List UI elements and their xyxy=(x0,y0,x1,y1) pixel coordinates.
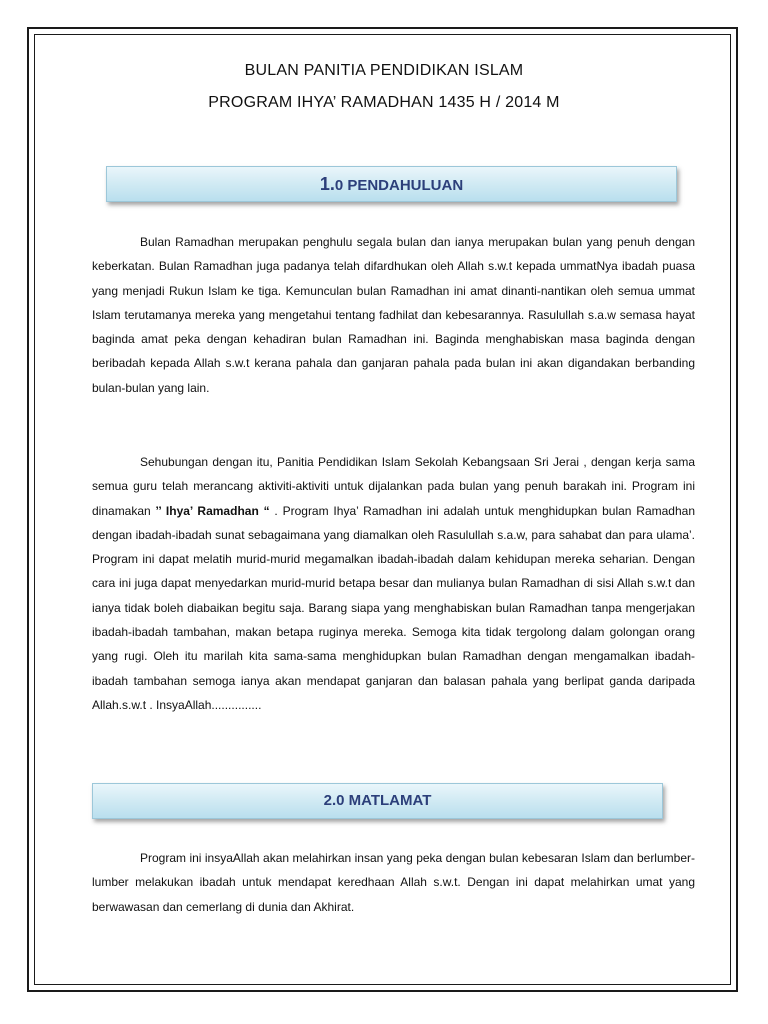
section-number: 1. xyxy=(319,174,335,194)
paragraph-text: Program ini insyaAllah akan melahirkan insan yang peka dengan bulan kebesaran Islam dan berlumber-lumber melakukan ibadah untuk mendapat keredhaan Allah s.w.t. Dengan ini dapat melahirkan umat yang berwawasan dan cemerlang di dunia dan Akhirat. xyxy=(92,851,695,914)
paragraph-text: Sehubungan dengan itu, Panitia Pendidikan Islam Sekolah Kebangsaan Sri Jerai , dengan kerja sama semua guru telah merancang aktiviti-aktiviti untuk dijalankan pada bulan yang penuh barakah ini. Program ini dinamakan xyxy=(92,455,695,518)
program-name: ’’ Ihya’ Ramadhan “ xyxy=(155,503,270,518)
paragraph-objective xyxy=(92,846,695,919)
section-title: 0 PENDAHULUAN xyxy=(334,177,464,194)
section-title: 2.0 MATLAMAT xyxy=(323,792,432,809)
document-title: BULAN PANITIA PENDIDIKAN ISLAM xyxy=(244,62,524,79)
section-heading-pendahuluan xyxy=(106,166,677,202)
section-heading-matlamat xyxy=(92,783,663,819)
program-title: PROGRAM IHYA’ RAMADHAN 1435 H / 2014 M xyxy=(208,94,560,111)
paragraph-program xyxy=(92,450,695,717)
paragraph-introduction xyxy=(92,230,695,400)
paragraph-text: . Program Ihya’ Ramadhan ini adalah untuk menghidupkan bulan Ramadhan dengan ibadah-ibadah sunat sebagaimana yang diamalkan oleh Rasulullah s.a.w, para sahabat dan para ulama’. Program ini dapat melatih murid-murid megamalkan ibadah-ibadah dalam kehidupan mereka seharian. Dengan cara ini juga dapat menyedarkan murid-murid betapa besar dan mulianya bulan Ramadhan di sisi Allah s.w.t dan ianya tidak boleh diabaikan begitu saja. Barang siapa yang menghabiskan bulan Ramadhan tanpa mengerjakan ibadah-ibadah tambahan, makan betapa ruginya mereka. Semoga kita tidak tergolong dalam golongan orang yang rugi. Oleh itu marilah kita sama-sama menghidupkan bulan Ramadhan dengan mengamalkan ibadah-ibadah tambahan semoga ianya akan mendapat ganjaran dan balasan pahala yang berlipat ganda daripada Allah.s.w.t . InsyaAllah............... xyxy=(92,503,696,712)
paragraph-text: Bulan Ramadhan merupakan penghulu segala bulan dan ianya merupakan bulan yang penuh dengan keberkatan. Bulan Ramadhan juga padanya telah difardhukan oleh Allah s.w.t kepada ummatNya ibadah puasa yang menjadi Rukun Islam ke tiga. Kemunculan bulan Ramadhan ini amat dinanti-nantikan oleh semua ummat Islam terutamanya mereka yang mengetahui tentang fadhilat dan kebesarannya. Rasulullah s.a.w semasa hayat baginda amat peka dengan kehadiran bulan Ramadhan ini. Baginda menghabiskan masa baginda dengan beribadah kepada Allah s.w.t kerana pahala dan ganjaran pahala pada bulan ini akan digandakan berbanding bulan-bulan yang lain. xyxy=(92,235,695,395)
